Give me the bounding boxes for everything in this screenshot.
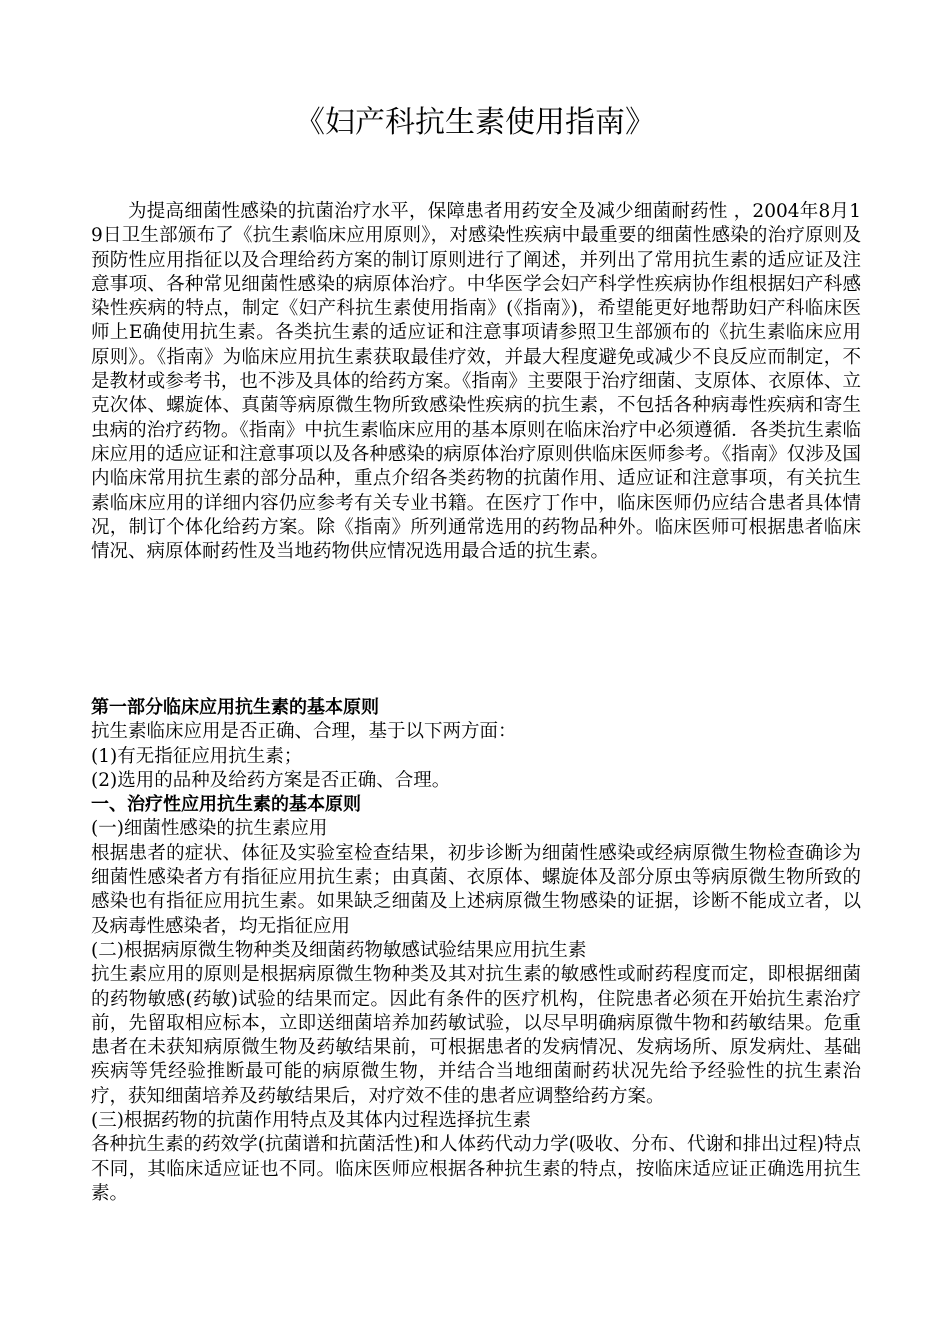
part1-intro: 抗生素临床应用是否正确、合理，基于以下两方面： xyxy=(91,721,517,743)
document-title: 《妇产科抗生素使用指南》 xyxy=(295,105,655,140)
part1-item-2: (2)选用的品种及给药方案是否正确、合理。 xyxy=(91,769,451,791)
subsection3-paragraph: 各种抗生素的药效学(抗菌谱和抗菌活性)和人体药代动力学(吸收、分布、代谢和排出过程)特点不同，其临床适应证也不同。临床医师应根据各种抗生素的特点，按临床适应证正确选用抗生素。 xyxy=(91,1134,861,1204)
part1-heading: 第一部分临床应用抗生素的基本原则 xyxy=(91,697,379,718)
subsection2-heading: (二)根据病原微生物种类及细菌药物敏感试验结果应用抗生素 xyxy=(91,939,587,961)
subsection3-heading: (三)根据药物的抗菌作用特点及其体内过程选择抗生素 xyxy=(91,1110,531,1132)
intro-paragraph: 为提高细菌性感染的抗菌治疗水平，保障患者用药安全及减少细菌耐药性 ，2004年8月19日卫生部颁布了《抗生素临床应用原则》，对感染性疾病中最重要的细菌性感染的治疗原则及预防性应用指征以及合理给药方案的制订原则进行了阐述，并列出了常用抗生素的适应证及注意事项、各种常见细菌性感染的病原体治疗。中华医学会妇产科学性疾病协作组根据妇产科感染性疾病的特点，制定《妇产科抗生素使用指南》(《指南》)，希望能更好地帮助妇产科临床医师上E确使用抗生素。各类抗生素的适应证和注意事项请参照卫生部颁布的《抗生素临床应用原则》。《指南》为临床应用抗生素获取最佳疗效，并最大程度避免或减少不良反应而制定，不是教材或参考书，也不涉及具体的给药方案。《指南》主要限于治疗细菌、支原体、衣原体、立克次体、螺旋体、真菌等病原微生物所致感染性疾病的抗生素，不包括各种病毒性疾病和寄生虫病的治疗药物。《指南》中抗生素临床应用的基本原则在临床治疗中必须遵循．各类抗生素临床应用的适应证和注意事项以及各种感染的病原体治疗原则供临床医师参考。《指南》仅涉及国内临床常用抗生素的部分品种，重点介绍各类药物的抗菌作用、适应证和注意事项，有关抗生素临床应用的详细内容仍应参考有关专业书籍。在医疗丁作中，临床医师仍应结合患者具体情况，制订个体化给药方案。除《指南》所列通常选用的药物品种外。临床医师可根据患者临床情况、病原体耐药性及当地药物供应情况选用最合适的抗生素。 xyxy=(91,201,861,563)
document-body xyxy=(91,696,861,1206)
part1-item-1: (1)有无指征应用抗生素； xyxy=(91,745,303,767)
subsection2-paragraph: 抗生素应用的原则是根据病原微生物种类及其对抗生素的敏感性或耐药程度而定，即根据细菌的药物敏感(药敏)试验的结果而定。因此有条件的医疗机构，住院患者必须在开始抗生素治疗前，先留取相应标本，立即送细菌培养加药敏试验，以尽早明确病原微牛物和药敏结果。危重患者在未获知病原微生物及药敏结果前，可根据患者的发病情况、发病场所、原发病灶、基础疾病等凭经验推断最可能的病原微生物，并结合当地细菌耐药状况先给予经验性的抗生素治疗，获知细菌培养及药敏结果后，对疗效不佳的患者应调整给药方案。 xyxy=(91,964,861,1107)
subsection1-paragraph: 根据患者的症状、体征及实验室检查结果，初步诊断为细菌性感染或经病原微生物检查确诊为细菌性感染者方有指征应用抗生素；由真菌、衣原体、螺旋体及部分原虫等病原微生物所致的感染也有指征应用抗生素。如果缺乏细菌及上述病原微生物感染的证据，诊断不能成立者，以及病毒性感染者，均无指征应用 xyxy=(91,842,861,937)
subsection1-heading: (一)细菌性感染的抗生素应用 xyxy=(91,818,328,840)
section1-heading: 一、治疗性应用抗生素的基本原则 xyxy=(91,794,361,816)
